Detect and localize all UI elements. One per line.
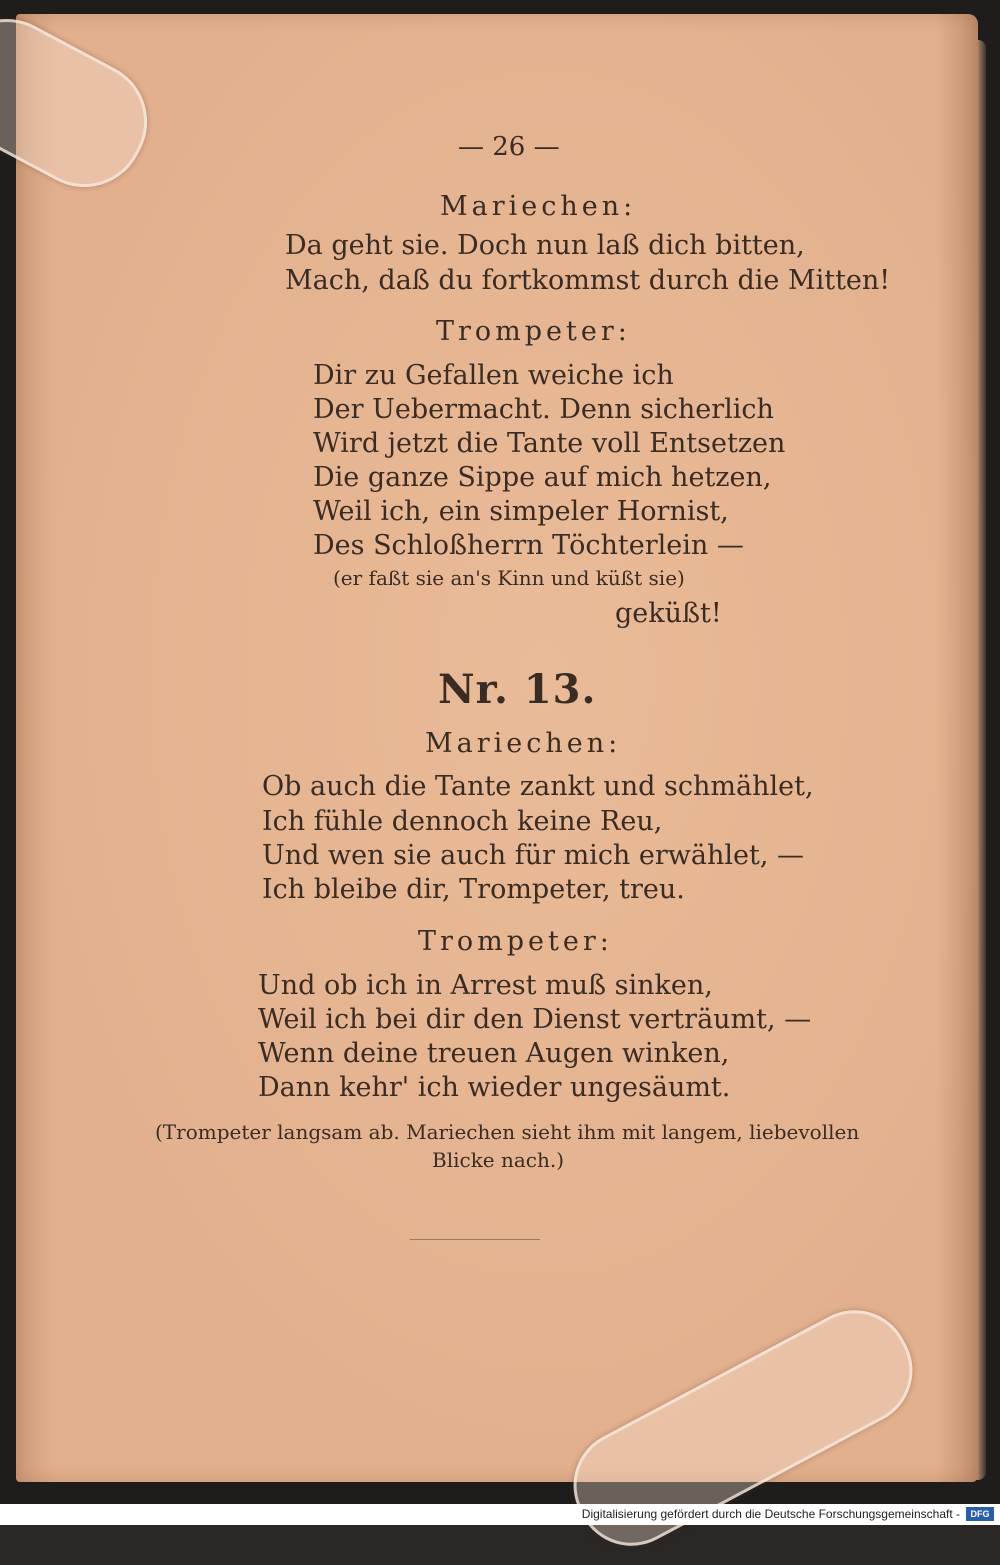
dfg-logo-icon: DFG xyxy=(966,1507,994,1521)
verse-line: Dann kehr' ich wieder ungesäumt. xyxy=(258,1072,731,1103)
verse-line: Wird jetzt die Tante voll Entsetzen xyxy=(313,428,786,459)
speaker-trompeter: Trompeter: xyxy=(436,316,631,347)
speaker-trompeter: Trompeter: xyxy=(418,926,613,957)
stage-direction: Blicke nach.) xyxy=(432,1148,565,1172)
speaker-mariechen: Mariechen: xyxy=(425,728,622,759)
verse-line: Ich fühle dennoch keine Reu, xyxy=(262,806,663,837)
closing-rule xyxy=(410,1239,540,1240)
verse-line: Mach, daß du fortkommst durch die Mitten! xyxy=(285,265,891,296)
section-heading: Nr. 13. xyxy=(438,666,597,713)
verse-line: Da geht sie. Doch nun laß dich bitten, xyxy=(285,230,805,261)
verse-line: Ob auch die Tante zankt und schmählet, xyxy=(262,771,814,802)
digitization-footer xyxy=(0,1504,1000,1525)
verse-line: Wenn deine treuen Augen winken, xyxy=(258,1038,730,1069)
page-number: — 26 — xyxy=(458,132,560,162)
stage-direction: (Trompeter langsam ab. Mariechen sieht ihm mit langem, liebevollen xyxy=(155,1120,860,1144)
verse-line: Des Schloßherrn Töchterlein — xyxy=(313,530,744,561)
verse-line: Die ganze Sippe auf mich hetzen, xyxy=(313,462,772,493)
speaker-mariechen: Mariechen: xyxy=(440,191,637,222)
verse-line: Und ob ich in Arrest muß sinken, xyxy=(258,970,713,1001)
stage-direction: (er faßt sie an's Kinn und küßt sie) xyxy=(333,566,685,590)
verse-line: Der Uebermacht. Denn sicherlich xyxy=(313,394,774,425)
verse-line: Dir zu Gefallen weiche ich xyxy=(313,360,674,391)
verse-line: Ich bleibe dir, Trompeter, treu. xyxy=(262,874,685,905)
footer-credit-text: Digitalisierung gefördert durch die Deutsche Forschungsgemeinschaft - xyxy=(581,1507,960,1521)
verse-line: Und wen sie auch für mich erwählet, — xyxy=(262,840,805,871)
verse-line: Weil ich, ein simpeler Hornist, xyxy=(313,496,729,527)
verse-line: Weil ich bei dir den Dienst verträumt, — xyxy=(258,1004,812,1035)
verse-line-final: geküßt! xyxy=(615,598,722,629)
